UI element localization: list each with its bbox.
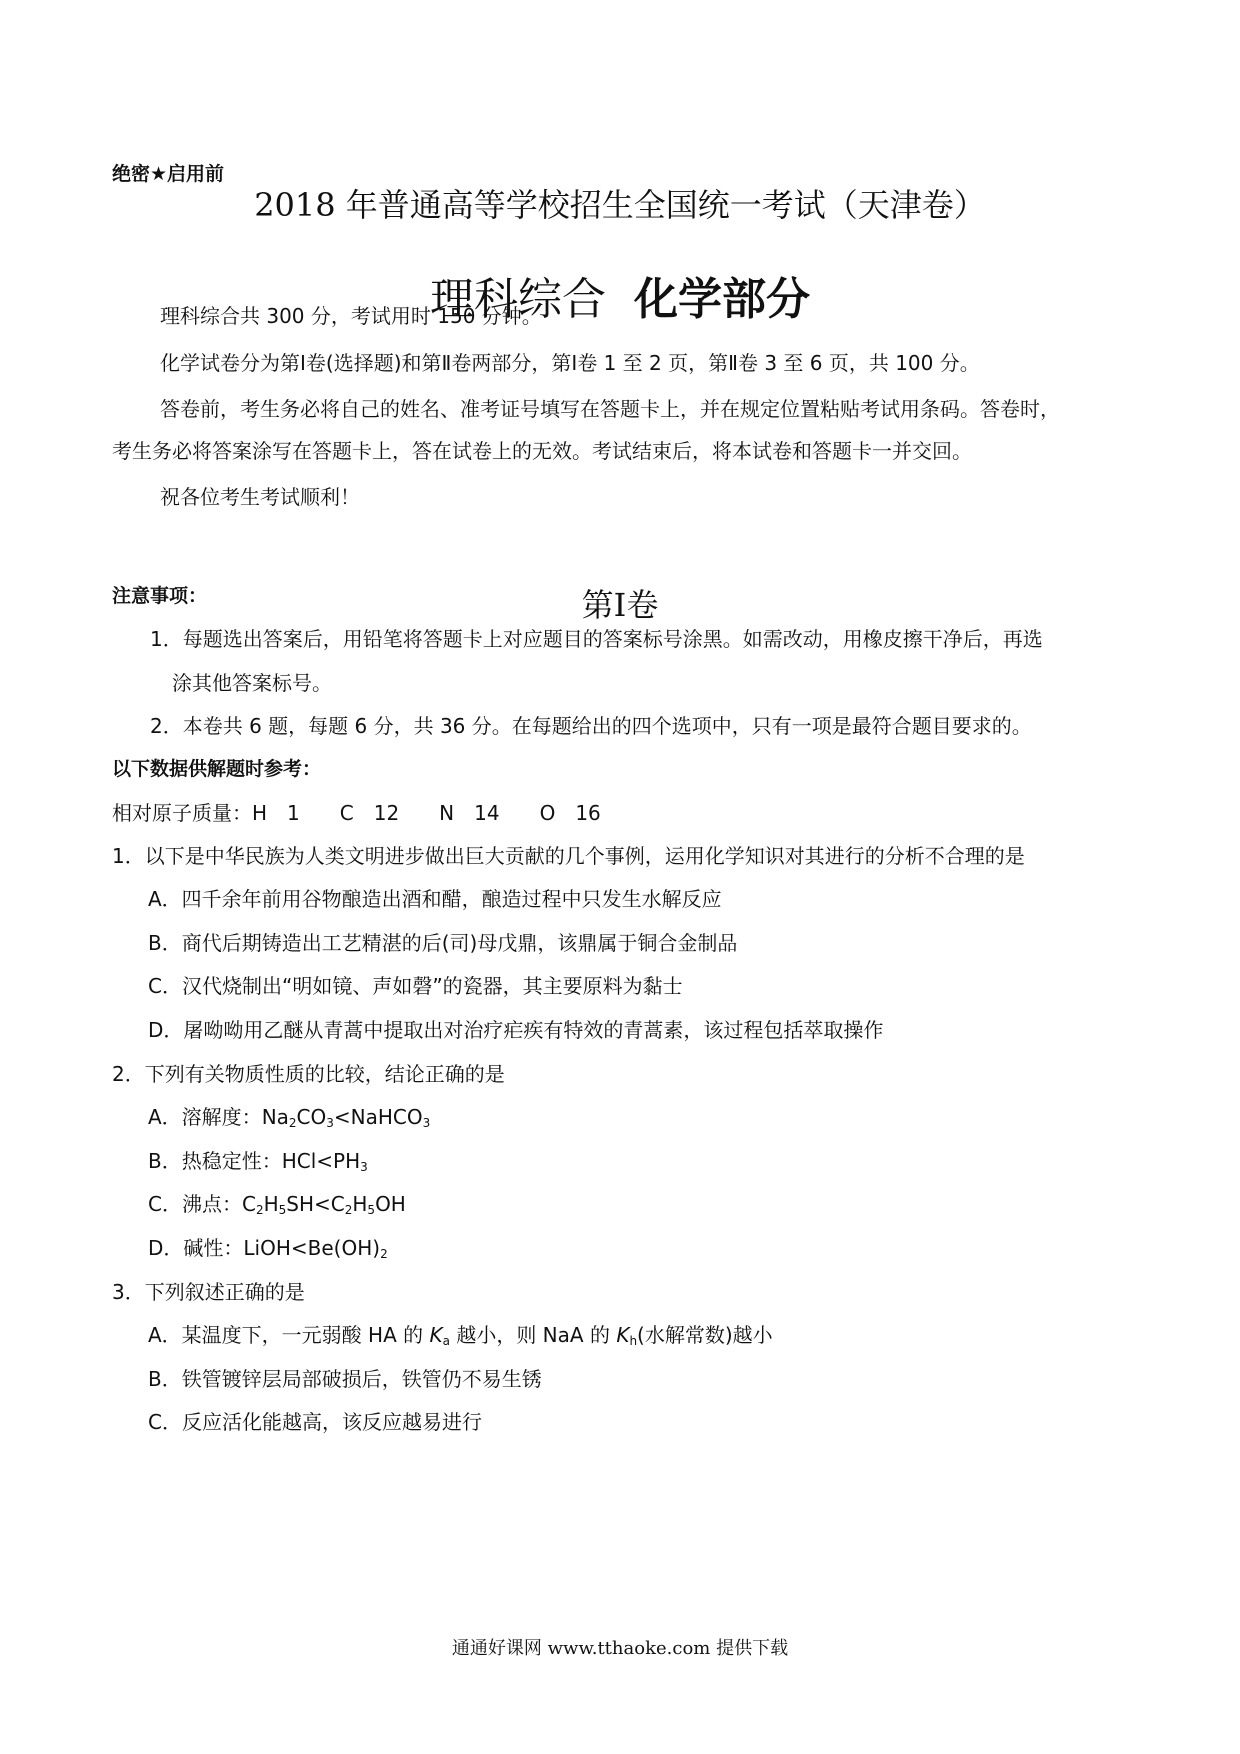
notice-item: 1．每题选出答案后，用铅笔将答题卡上对应题目的答案标号涂黑。如需改动，用橡皮擦干净后，再选 xyxy=(150,627,1043,651)
intro-line: 答卷前，考生务必将自己的姓名、准考证号填写在答题卡上，并在规定位置粘贴考试用条码。答卷时， xyxy=(160,397,1060,421)
notice-item: 2．本卷共 6 题，每题 6 分，共 36 分。在每题给出的四个选项中，只有一项是最符合题目要求的。 xyxy=(150,714,1032,738)
subject-plain: 理科综合 xyxy=(430,274,606,325)
question-3-stem: 3．下列叙述正确的是 xyxy=(112,1280,305,1304)
formula: $C_2H_5SH<C_2H_5OH$ xyxy=(241,1192,406,1217)
intro-line: 理科综合共 300 分，考试用时 150 分钟。 xyxy=(160,304,542,328)
question-2-stem: 2．下列有关物质性质的比较，结论正确的是 xyxy=(112,1062,505,1086)
q3-option-a: A．某温度下，一元弱酸 HA 的 $K_a$ 越小，则 NaA 的 $K_h$(水解常数)越小 xyxy=(148,1323,773,1348)
option-label: C．沸点： xyxy=(148,1192,242,1216)
formula: $LiOH<Be(OH)_2$ xyxy=(243,1236,388,1261)
formula: K xyxy=(429,1323,443,1347)
option-text: 越小，则 NaA 的 xyxy=(456,1323,617,1347)
q1-option-c: C．汉代烧制出“明如镜、声如磬”的瓷器，其主要原料为黏士 xyxy=(148,974,683,998)
subject-bold: 化学部分 xyxy=(633,274,810,325)
atomic-masses: 相对原子质量：H 1 C 12 N 14 O 16 xyxy=(112,801,601,825)
formula: $Na_2CO_3<NaHCO_3$ xyxy=(261,1105,431,1130)
option-label: A．溶解度： xyxy=(148,1105,262,1129)
q1-option-d: D．屠呦呦用乙醚从青蒿中提取出对治疗疟疾有特效的青蒿素，该过程包括萃取操作 xyxy=(148,1018,884,1042)
formula: $HCl<PH_3$ xyxy=(281,1149,368,1174)
exam-title: 2018 年普通高等学校招生全国统一考试（天津卷） xyxy=(254,186,986,224)
secret-label: 绝密★启用前 xyxy=(112,163,225,185)
notice-heading: 注意事项： xyxy=(112,585,208,607)
q1-option-b: B．商代后期铸造出工艺精湛的后(司)母戊鼎，该鼎属于铜合金制品 xyxy=(148,931,738,955)
option-text: (水解常数)越小 xyxy=(637,1323,773,1347)
intro-line: 祝各位考生考试顺利！ xyxy=(160,485,360,509)
q1-option-a: A．四千余年前用谷物酿造出酒和醋，酿造过程中只发生水解反应 xyxy=(148,887,722,911)
q2-option-d xyxy=(148,1232,388,1261)
page-footer: 通通好课网 www.tthaoke.com 提供下载 xyxy=(451,1638,789,1659)
q3-option-c: C．反应活化能越高，该反应越易进行 xyxy=(148,1410,482,1434)
option-label: D．碱性： xyxy=(148,1236,244,1260)
q2-option-c xyxy=(148,1188,406,1217)
question-1-stem: 1．以下是中华民族为人类文明进步做出巨大贡献的几个事例，运用化学知识对其进行的分析不合理的是 xyxy=(112,844,1025,868)
q2-option-b xyxy=(148,1145,368,1174)
reference-heading: 以下数据供解题时参考： xyxy=(112,758,322,780)
intro-line: 化学试卷分为第Ⅰ卷(选择题)和第Ⅱ卷两部分，第Ⅰ卷 1 至 2 页，第Ⅱ卷 3 至 6 页，共 100 分。 xyxy=(160,351,980,375)
q2-option-a xyxy=(148,1101,430,1130)
volume-title: 第Ⅰ卷 xyxy=(581,586,659,624)
notice-item: 涂其他答案标号。 xyxy=(172,671,332,695)
q3-option-b: B．铁管镀锌层局部破损后，铁管仍不易生锈 xyxy=(148,1367,542,1391)
intro-line: 考生务必将答案涂写在答题卡上，答在试卷上的无效。考试结束后，将本试卷和答题卡一并交回。 xyxy=(112,439,972,463)
formula: K xyxy=(616,1323,630,1347)
option-label: B．热稳定性： xyxy=(148,1149,282,1173)
option-text: A．某温度下，一元弱酸 HA 的 xyxy=(148,1323,430,1347)
